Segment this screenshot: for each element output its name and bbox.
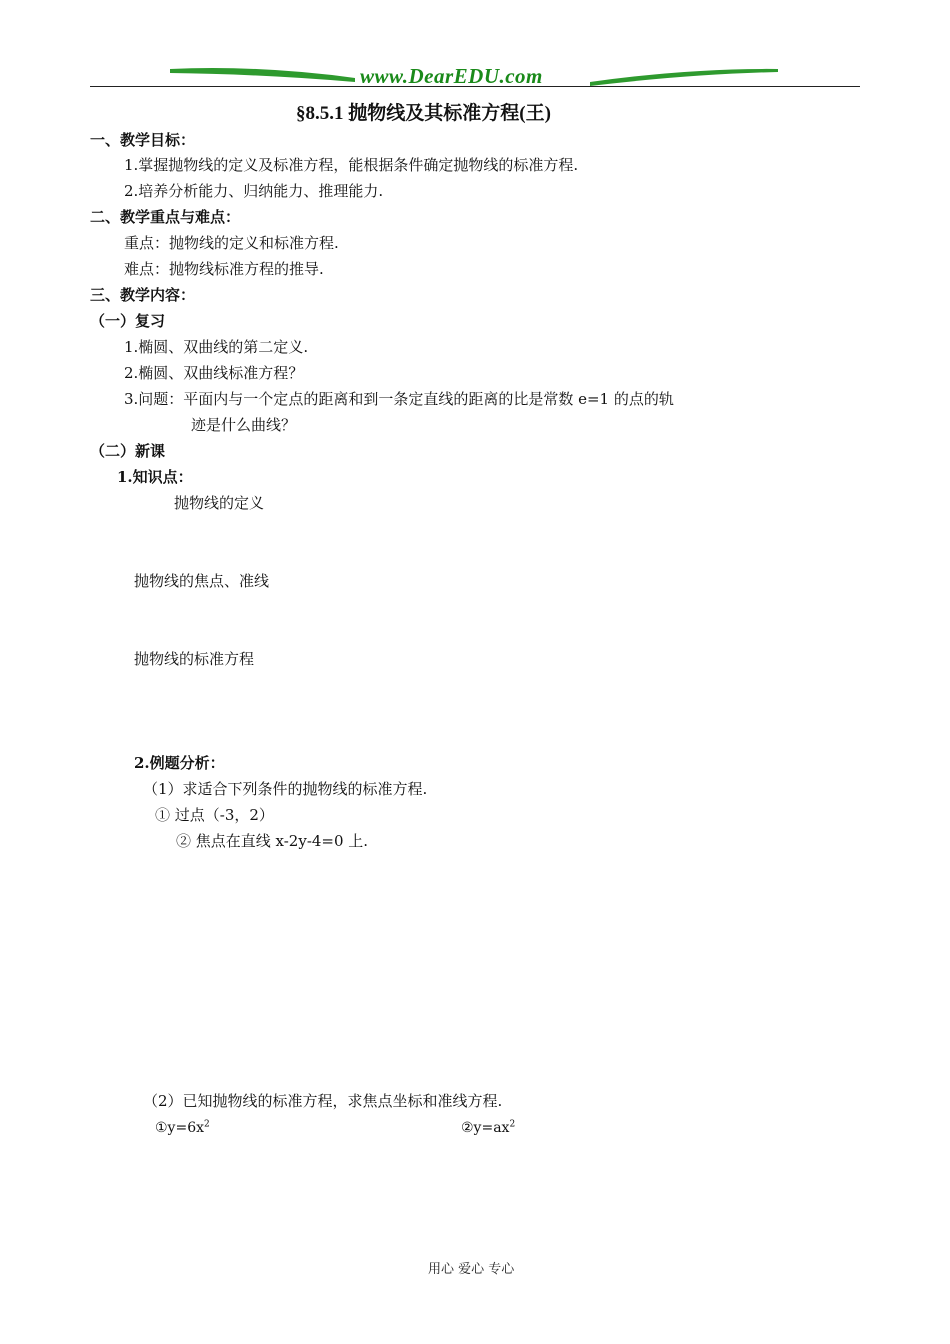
objective-item: 2.培养分析能力、归纳能力、推理能力. (124, 182, 384, 200)
equation-exponent: 2 (509, 1119, 516, 1130)
knowledge-item-focus-directrix: 抛物线的焦点、准线 (134, 572, 270, 590)
section-3-heading: 三、教学内容： (90, 286, 196, 304)
section-1-heading: 一、教学目标： (90, 131, 196, 149)
example-1-prompt: （1）求适合下列条件的抛物线的标准方程. (143, 780, 428, 798)
equation-base: ②y=ax (461, 1120, 510, 1136)
section-2-heading: 二、教学重点与难点： (90, 208, 241, 226)
examples-heading: 2.例题分析： (134, 754, 225, 772)
example-2-prompt: （2）已知抛物线的标准方程，求焦点坐标和准线方程. (143, 1092, 503, 1110)
new-lesson-heading: （二）新课 (90, 442, 166, 460)
review-heading: （一）复习 (90, 312, 166, 330)
review-item: 2.椭圆、双曲线标准方程？ (124, 364, 304, 382)
page-footer: 用心 爱心 专心 (428, 1262, 515, 1277)
example-2-part-a (155, 1118, 210, 1138)
review-item: 3.问题：平面内与一个定点的距离和到一条定直线的距离的比是常数 e=1 的点的轨 (124, 390, 674, 408)
knowledge-item-standard-equation: 抛物线的标准方程 (134, 650, 255, 668)
right-swoosh (590, 69, 778, 86)
objective-item: 1.掌握抛物线的定义及标准方程，能根据条件确定抛物线的标准方程. (124, 156, 579, 174)
key-point-item: 重点：抛物线的定义和标准方程. (124, 234, 339, 252)
equation-exponent: 2 (204, 1119, 210, 1130)
example-1-part-b: ② 焦点在直线 x-2y-4=0 上. (176, 832, 369, 850)
site-logo-text: www.DearEDU.com (360, 64, 543, 88)
example-1-part-a: ① 过点（-3，2） (155, 806, 274, 824)
equation-base: ①y=6x (155, 1120, 204, 1136)
page-title: §8.5.1 抛物线及其标准方程(王) (296, 103, 551, 124)
header-rule (90, 86, 860, 87)
difficult-point-item: 难点：抛物线标准方程的推导. (124, 260, 324, 278)
review-item-continuation: 迹是什么曲线？ (191, 416, 297, 434)
left-swoosh (170, 68, 355, 82)
knowledge-heading: 1.知识点： (117, 468, 193, 486)
review-item: 1.椭圆、双曲线的第二定义. (124, 338, 309, 356)
example-2-part-b (461, 1118, 515, 1138)
knowledge-item-definition: 抛物线的定义 (174, 494, 265, 512)
